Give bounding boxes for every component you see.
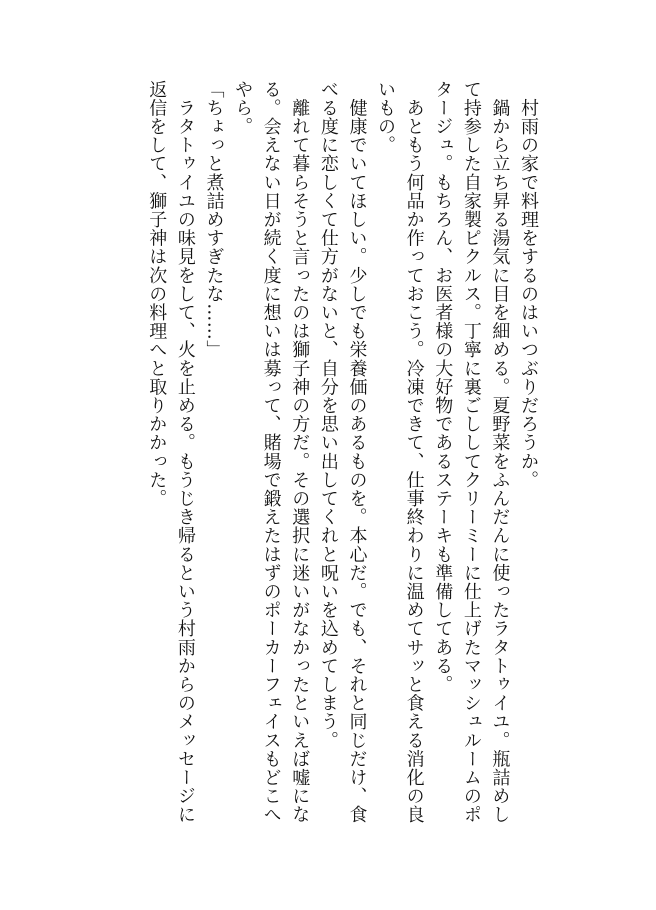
- paragraph: [428, 80, 514, 850]
- paragraph: [313, 80, 370, 850]
- text-line: べる度に恋しくて仕方がないと、自分を思い出してくれと呪いを込めてしまう。: [317, 80, 339, 750]
- vertical-text-body: [142, 80, 542, 850]
- text-line: いもの。: [375, 80, 397, 155]
- text-line: 鍋から立ち昇る湯気に目を細める。夏野菜をふんだんに使ったラタトゥイユ。瓶詰めし: [489, 80, 511, 824]
- text-line: 村雨の家で料理をするのはいつぶりだろうか。: [518, 80, 539, 490]
- text-line: 「ちょっと煮詰めすぎたな……」: [203, 80, 225, 359]
- dialogue-paragraph: [199, 80, 228, 850]
- paragraph: [513, 80, 542, 850]
- paragraph: [142, 80, 199, 850]
- paragraph: [370, 80, 427, 850]
- text-line: タージュ。もちろん、お医者様の大好物であるステーキも準備してある。: [432, 80, 454, 694]
- text-line: ラタトゥイユの味見をして、火を止める。もうじき帰るという村雨からのメッセージに: [174, 80, 196, 824]
- text-line: 健康でいてほしい。少しでも栄養価のあるものを。本心だ。でも、それと同じだけ、食: [346, 80, 368, 824]
- text-line: る。会えない日が続く度に想いは募って、賭場で鍛えたはずのポーカーフェイスもどこへ: [260, 80, 282, 824]
- paragraph: [227, 80, 313, 850]
- text-line: 返信をして、獅子神は次の料理へと取りかかった。: [146, 80, 168, 508]
- text-line: 離れて暮らそうと言ったのは獅子神の方だ。その選択に迷いがなかったといえば嘘にな: [289, 80, 311, 824]
- text-line: て持参した自家製ピクルス。丁寧に裏ごししてクリーミーに仕上げたマッシュルームのポ: [460, 80, 482, 824]
- text-line: やら。: [232, 80, 254, 136]
- text-line: あともう何品か作っておこう。冷凍できて、仕事終わりに温めてサッと食える消化の良: [403, 80, 425, 824]
